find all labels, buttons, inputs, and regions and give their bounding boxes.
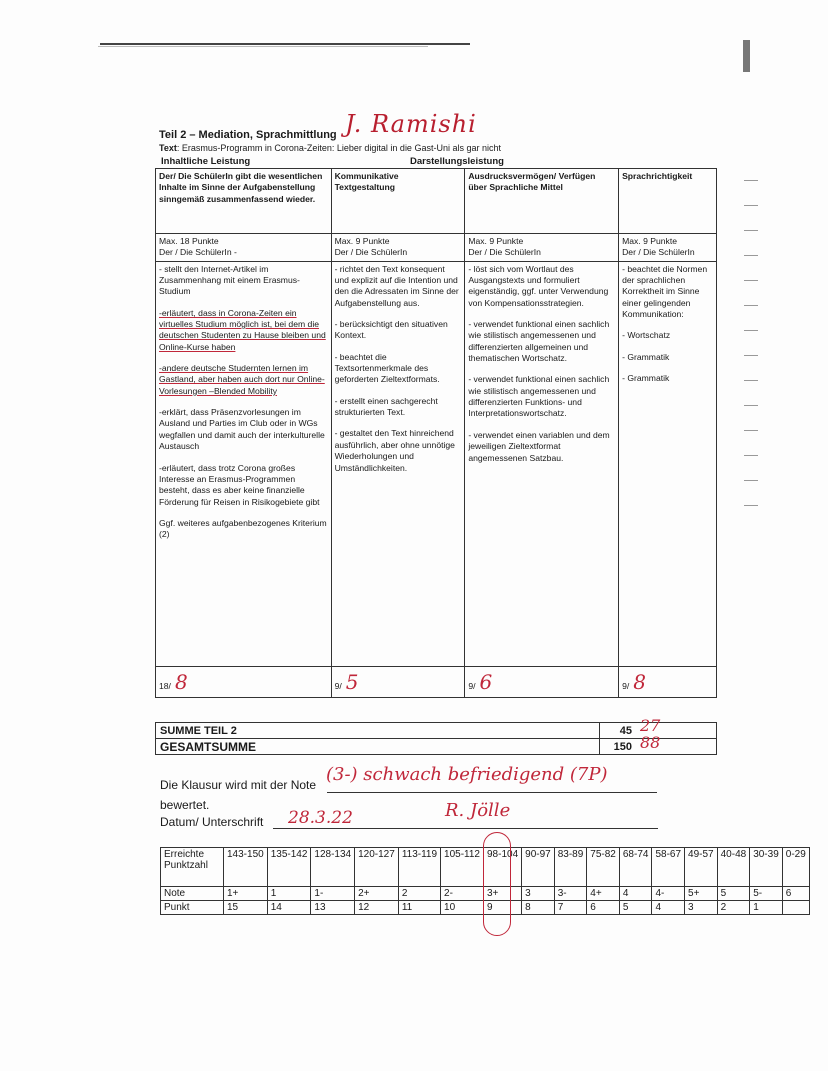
bewertet-label: bewertet. [160,798,210,812]
handwritten-signature-bottom: R. Jölle [445,800,511,821]
criterion: - stellt den Internet-Artikel im Zusammenhang mit einem Erasmus-Studium [159,263,300,297]
grade-row-note: Note 1+ 1 1- 2+ 2 2- 3+ 3 3- 4+ 4 4- 5+ 5 5- 6 [161,887,810,901]
criterion: - Grammatik [622,373,670,384]
criteria-list-kommunikativ [331,261,465,666]
top-rule [100,43,470,45]
scan-edge-mark [743,40,750,72]
col-header-sprachrichtigkeit: Sprachrichtigkeit [619,169,717,234]
grade-row-punkt: Punkt 15 14 13 12 11 10 9 8 7 6 5 4 3 2 1 [161,901,810,915]
handwritten-grade: (3-) schwach befriedigend (7P) [326,764,608,785]
max-points: Max. 9 Punkte Der / Die SchülerIn [619,234,717,262]
criterion: - verwendet funktional einen sachlich wie stilistisch angemessenen und differenzierten allgemeinen und thematischen Wortschatz. [468,319,610,364]
criteria-list-inhalt [156,261,332,666]
score-sprachrichtigkeit: 9/ 8 [619,666,717,697]
section-heading: Teil 2 – Mediation, Sprachmittlung [159,129,337,141]
score-inhalt: 18/ 8 [156,666,332,697]
col-header-kommunikativ: Kommunikative Textgestaltung [331,169,465,234]
scan-edge-ticks [744,180,758,530]
summe-teil-2: SUMME TEIL 2 45 [155,722,717,739]
handwritten-date: 28.3.22 [288,808,353,828]
sum-box [155,722,717,755]
criterion: - löst sich vom Wortlaut des Ausgangstexts und formuliert eigenständig, ggf. unter Verwendung von Kompensationsstrategien. [468,263,609,308]
label-inhaltliche-leistung: Inhaltliche Leistung [161,156,251,167]
text-title: Text: Erasmus-Programm in Corona-Zeiten: Lieber digital in die Gast-Uni als gar nicht [159,143,501,153]
criterion: Ggf. weiteres aufgabenbezogenes Kriterium (2) [159,517,327,540]
datum-label: Datum/ Unterschrift [160,815,264,829]
criterion: - berücksichtigt den situativen Kontext. [334,319,448,341]
criterion: - verwendet einen variablen und dem jeweiligen Zieltextformat angemessenen Satzbau. [468,429,610,463]
criterion: -erläutert, dass in Corona-Zeiten ein virtuelles Studium möglich ist, bei dem die deutschen Studenten zu Hause bleiben und Online-Kurse haben [159,307,326,352]
handwritten-signature-top: J. Ramishi [345,110,477,138]
top-rule-shadow [98,46,428,47]
criterion: -erklärt, dass Präsenzvorlesungen im Ausland und Parties im Club oder in WGs wegfallen und damit auch der interkulturelle Austausch [159,407,325,452]
criterion: - richtet den Text konsequent und explizit auf die Intention und den die Adressaten im Sinne der Aufgabenstellung aus. [334,263,459,308]
rubric-table [155,168,717,698]
criterion: -erläutert, dass trotz Corona großes Interesse an Erasmus-Programmen besteht, dass es aber keine finanzielle Förderung für Reisen in Risikogebiete gibt [159,462,320,507]
gesamtsumme: GESAMTSUMME 150 [155,739,717,755]
score-kommunikativ: 9/ 5 [331,666,465,697]
criterion: -andere deutsche Studernten lernen im Gastland, aber haben auch dort nur Online-Vorlesungen –Blended Mobility [159,363,325,396]
max-points: Max. 9 Punkte Der / Die SchülerIn [331,234,465,262]
criterion: - beachtet die Textsortenmerkmale des geforderten Zieltextformats. [334,351,440,385]
label-darstellungsleistung: Darstellungsleistung [410,156,504,167]
criterion: - verwendet funktional einen sachlich wie stilistisch angemessenen und differenzierten Funktions- und Interpretationswortschatz. [468,374,610,419]
criteria-list-ausdruck [465,261,619,666]
max-points: Max. 9 Punkte Der / Die SchülerIn [465,234,619,262]
criterion: - erstellt einen sachgerecht strukturierten Text. [334,395,438,418]
criterion: - Grammatik [622,351,670,362]
note-label: Die Klausur wird mit der Note [160,778,317,792]
date-line [273,828,658,829]
criterion: - gestaltet den Text hinreichend ausführlich, aber ohne unnötige Wiederholungen und Umständlichkeiten. [334,428,455,473]
max-points: Max. 18 Punkte Der / Die SchülerIn - [156,234,332,262]
handwritten-summe: 27 [640,716,661,735]
grade-row-range: Erreichte Punktzahl 143-150 135-142 128-134 120-127 113-119 105-112 98-104 90-97 83-89 75-82 68-74 58-67 49-57 40-48 30-39 0-29 [161,848,810,887]
handwritten-circle [483,832,511,936]
score-ausdruck: 9/ 6 [465,666,619,697]
criterion: - beachtet die Normen der sprachlichen Korrektheit im Sinne einer gelingenden Kommunikation: [622,263,708,320]
criteria-list-sprachrichtigkeit [619,261,717,666]
criterion: - Wortschatz [622,330,671,341]
handwritten-gesamt: 88 [640,733,661,752]
grade-line [327,792,657,793]
col-header-ausdruck: Ausdrucksvermögen/ Verfügen über Sprachliche Mittel [465,169,619,234]
col-header-inhalt: Der/ Die SchülerIn gibt die wesentlichen Inhalte im Sinne der Aufgabenstellung sinngemäß zusammenfassend wieder. [156,169,332,234]
